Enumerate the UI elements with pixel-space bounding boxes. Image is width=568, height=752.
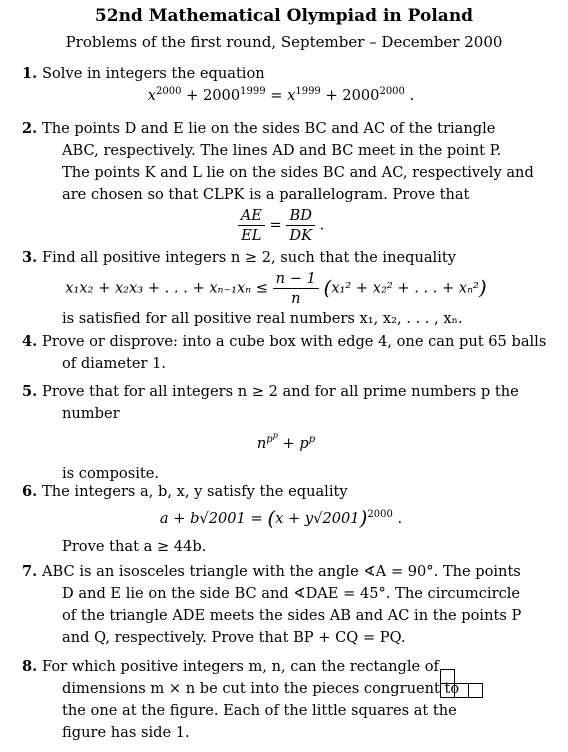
figure-square (441, 670, 455, 684)
problem-number: 1. (22, 65, 38, 82)
problem-text: The integers a, b, x, y satisfy the equality (42, 483, 348, 500)
problem-number: 4. (22, 333, 38, 350)
figure-square (469, 684, 483, 698)
problem-3 (22, 247, 510, 330)
inequality: x₁x₂ + x₂x₃ + . . . + xₙ₋₁xₙ ≤ $\frac{n - 1}{n}$ (x₁² + x₂² + . . . + xₙ²) (65, 270, 487, 307)
problem-text: ABC, respectively. The lines AD and BC meet in the point P. (62, 142, 502, 159)
problem-text: Solve in integers the equation (42, 65, 265, 82)
problem-text: of the triangle ADE meets the sides AB and AC in the points P (62, 607, 522, 624)
problem-number: 2. (22, 120, 38, 137)
problem-number: 8. (22, 658, 38, 675)
problem-text: figure has side 1. (62, 724, 190, 741)
problem-text: the one at the figure. Each of the little squares at the (62, 702, 457, 719)
problem-text: is satisfied for all positive real numbers x₁, x₂, . . . , xₙ. (62, 310, 463, 327)
problem-text: The points D and E lie on the sides BC and AC of the triangle (42, 120, 496, 137)
problem-number: 7. (22, 563, 38, 580)
problem-text: is composite. (62, 465, 160, 482)
problem-text: ABC is an isosceles triangle with the angle ∢A = 90°. The points (42, 563, 521, 580)
document-title: 52nd Mathematical Olympiad in Poland (94, 6, 474, 26)
problem-text: number (62, 405, 120, 422)
problem-text: The points K and L lie on the sides BC and AC, respectively and (62, 164, 534, 181)
problem-text: D and E lie on the side BC and ∢DAE = 45°. The circumcircle (62, 585, 521, 602)
problem-text: are chosen so that CLPK is a parallelogram. Prove that (62, 186, 470, 203)
equation: $\frac{AE}{EL}$ = $\frac{BD}{DK}$ . (42, 206, 510, 245)
problem-8 (22, 656, 460, 744)
problem-text: and Q, respectively. Prove that BP + CQ = PQ. (62, 629, 406, 646)
document-subtitle: Problems of the first round, September – December 2000 (65, 33, 503, 51)
problem-text: dimensions m × n be cut into the pieces congruent to (62, 680, 460, 697)
problem-text: For which positive integers m, n, can the rectangle of (42, 658, 439, 675)
pentomino-figure (438, 668, 486, 700)
problem-7 (22, 561, 522, 649)
problem-number: 3. (22, 249, 38, 266)
equation: $a + b√2001 = (x + y√2001)^{2000}$ . (159, 506, 403, 530)
problem-text: of diameter 1. (62, 355, 167, 372)
problem-text: Prove or disprove: into a cube box with edge 4, one can put 65 balls (42, 333, 547, 350)
problem-5 (22, 381, 519, 485)
problem-text: Prove that a ≥ 44b. (62, 538, 207, 555)
figure-square (455, 684, 469, 698)
problem-2 (22, 118, 534, 245)
expression: $n^{p^p} + p^p$ (256, 431, 316, 452)
problem-6 (22, 481, 510, 558)
problem-1 (22, 63, 510, 107)
problem-number: 5. (22, 383, 38, 400)
problem-text: Find all positive integers n ≥ 2, such that the inequality (42, 249, 456, 266)
figure-square (441, 684, 455, 698)
equation: $x^{2000} + 2000^{1999} = x^{1999} + 2000^{2000}$ . (147, 86, 415, 104)
problem-4 (22, 331, 547, 375)
problem-text: Prove that for all integers n ≥ 2 and for all prime numbers p the (42, 383, 519, 400)
problem-number: 6. (22, 483, 38, 500)
